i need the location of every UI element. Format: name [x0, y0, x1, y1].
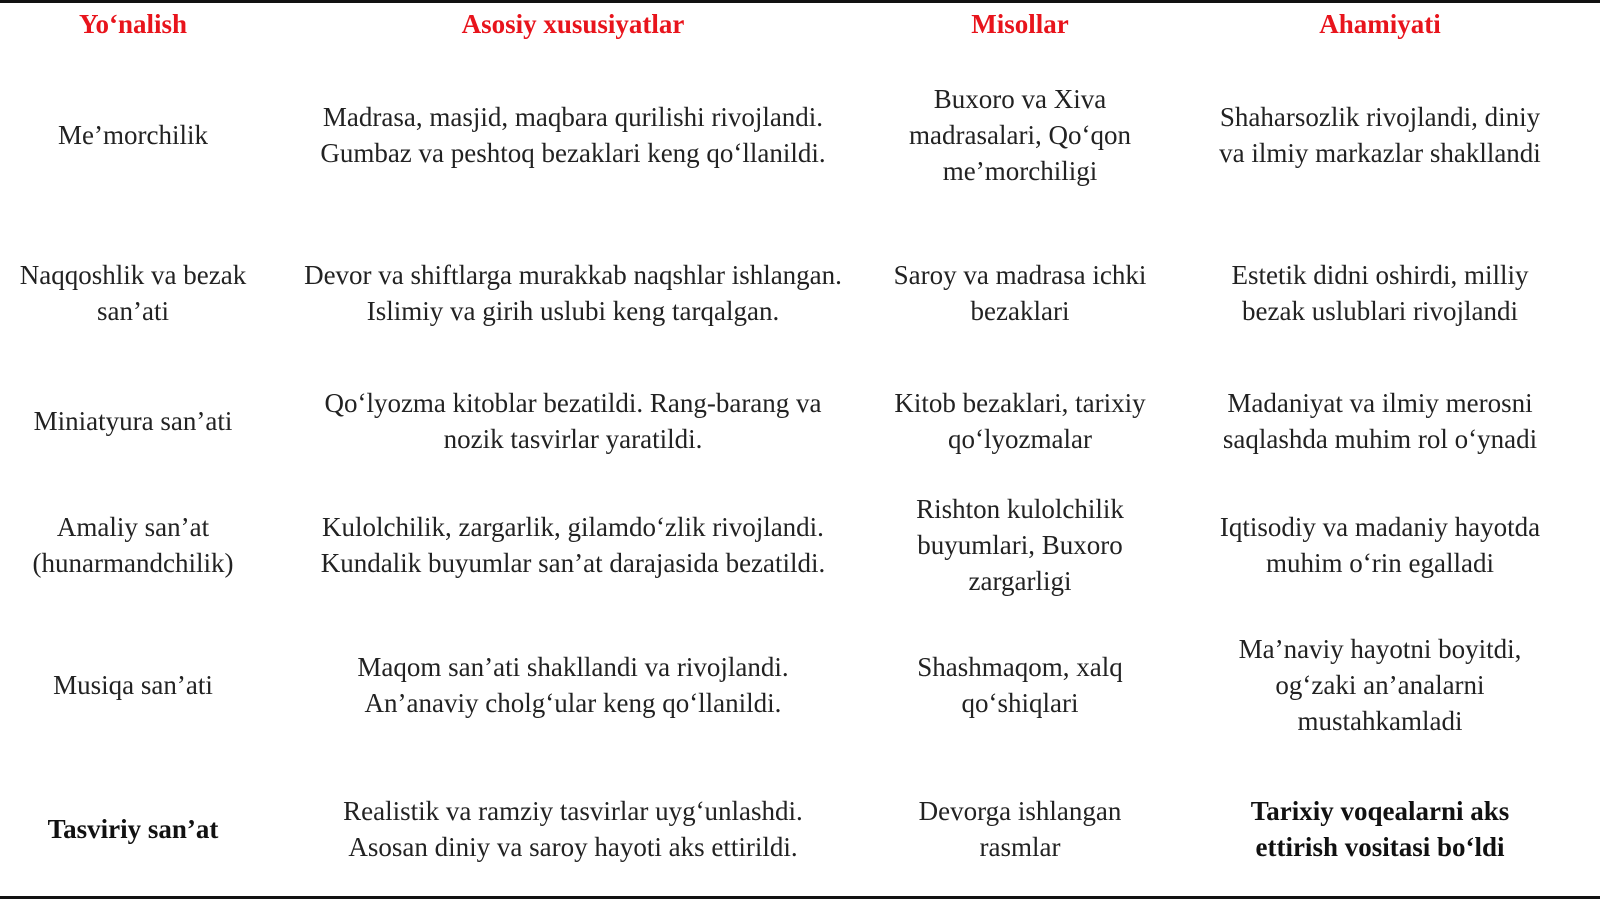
- header-examples: Misollar: [971, 8, 1069, 39]
- row-3-significance: Madaniyat va ilmiy merosni saqlashda muhim rol o‘ynadi: [1222, 388, 1538, 454]
- row-3-features: Qo‘lyozma kitoblar bezatildi. Rang-barang va nozik tasvirlar yaratildi.: [324, 388, 822, 454]
- row-6-significance: Tarixiy voqealarni aks ettirish vositasi bo‘ldi: [1250, 796, 1510, 862]
- row-5-features: Maqom san’ati shakllandi va rivojlandi. An’anaviy cholg‘ular keng qo‘llanildi.: [357, 652, 789, 718]
- header-direction: Yo‘nalish: [78, 8, 188, 39]
- row-6-examples: Devorga ishlangan rasmlar: [918, 796, 1122, 862]
- row-5-direction: Musiqa san’ati: [53, 670, 213, 700]
- header-significance: Ahamiyati: [1319, 8, 1441, 39]
- row-2-direction: Naqqoshlik va bezak san’ati: [19, 260, 247, 326]
- row-1-direction: Me’morchilik: [58, 120, 208, 150]
- row-1-significance: Shaharsozlik rivojlandi, diniy va ilmiy markazlar shakllandi: [1219, 102, 1541, 168]
- row-4-examples: Rishton kulolchilik buyumlari, Buxoro zargarligi: [916, 494, 1124, 596]
- header-features: Asosiy xususiyatlar: [461, 8, 685, 39]
- row-1-features: Madrasa, masjid, maqbara qurilishi rivojlandi. Gumbaz va peshtoq bezaklari keng qo‘llanildi.: [320, 102, 826, 168]
- row-6-features: Realistik va ramziy tasvirlar uyg‘unlashdi. Asosan diniy va saroy hayoti aks ettirildi.: [343, 796, 803, 862]
- row-2-features: Devor va shiftlarga murakkab naqshlar ishlangan. Islimiy va girih uslubi keng tarqalgan.: [304, 260, 842, 326]
- row-4-features: Kulolchilik, zargarlik, gilamdo‘zlik rivojlandi. Kundalik buyumlar san’at darajasida bezatildi.: [320, 512, 826, 578]
- row-2-significance: Estetik didni oshirdi, milliy bezak uslublari rivojlandi: [1231, 260, 1529, 326]
- top-rule: [0, 0, 1600, 3]
- row-4-significance: Iqtisodiy va madaniy hayotda muhim o‘rin egalladi: [1219, 512, 1541, 578]
- row-3-direction: Miniatyura san’ati: [33, 406, 233, 436]
- row-4-direction: Amaliy san’at (hunarmandchilik): [32, 512, 234, 578]
- row-5-examples: Shashmaqom, xalq qo‘shiqlari: [917, 652, 1123, 718]
- row-3-examples: Kitob bezaklari, tarixiy qo‘lyozmalar: [894, 388, 1146, 454]
- row-6-direction: Tasviriy san’at: [47, 814, 219, 844]
- row-5-significance: Ma’naviy hayotni boyitdi, og‘zaki an’analarni mustahkamladi: [1238, 634, 1522, 736]
- row-2-examples: Saroy va madrasa ichki bezaklari: [893, 260, 1147, 326]
- row-1-examples: Buxoro va Xiva madrasalari, Qo‘qon me’morchiligi: [909, 84, 1131, 186]
